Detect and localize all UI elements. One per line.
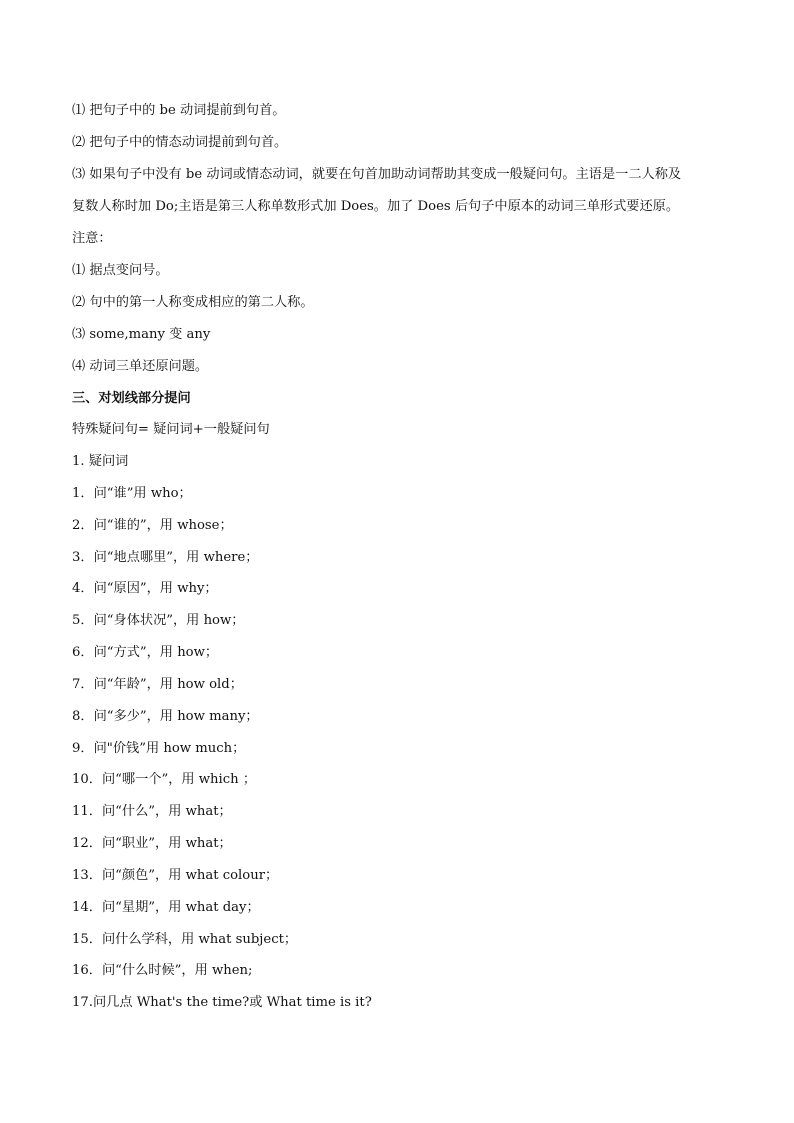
note-item-3: ⑶ some,many 变 any [72, 327, 211, 342]
section-heading: 三、对划线部分提问 [72, 391, 191, 406]
list-item: 15．问什么学科，用 what subject； [72, 932, 298, 947]
formula-line: 特殊疑问句= 疑问词+一般疑问句 [72, 422, 270, 437]
list-item: 17.问几点 What's the time?或 What time is it? [72, 995, 372, 1010]
list-item: 8．问“多少”，用 how many； [72, 709, 259, 724]
list-item: 2．问“谁的”，用 whose； [72, 518, 233, 533]
list-item: 7．问“年龄”，用 how old； [72, 677, 243, 692]
list-item: 10．问“哪一个”，用 which ； [72, 772, 257, 787]
rule-1-be-verb: ⑴ 把句子中的 be 动词提前到句首。 [72, 103, 286, 118]
note-heading: 注意： [72, 231, 112, 246]
list-item: 14．问“星期”，用 what day； [72, 900, 260, 915]
note-item-1: ⑴ 据点变问号。 [72, 263, 169, 278]
note-item-4: ⑷ 动词三单还原问题。 [72, 359, 209, 374]
rule-2-modal-verb: ⑵ 把句子中的情态动词提前到句首。 [72, 135, 288, 150]
list-item: 5．问“身体状况”，用 how； [72, 613, 245, 628]
list-item: 6．问“方式”，用 how； [72, 645, 219, 660]
list-item: 13．问“颜色”，用 what colour； [72, 868, 279, 883]
list-item: 16．问“什么时候”，用 when; [72, 963, 253, 978]
list-item: 1．问“谁”用 who； [72, 486, 192, 501]
list-item: 4．问“原因”，用 why； [72, 581, 218, 596]
rule-3-auxiliary-line-2: 复数人称时加 Do;主语是第三人称单数形式加 Does。加了 Does 后句子中原本的动词三单形式要还原。 [72, 199, 680, 214]
list-item: 11．问“什么”，用 what； [72, 804, 232, 819]
list-item: 3．问“地点哪里”，用 where； [72, 550, 259, 565]
note-item-2: ⑵ 句中的第一人称变成相应的第二人称。 [72, 295, 314, 310]
rule-3-auxiliary-line-1: ⑶ 如果句子中没有 be 动词或情态动词，就要在句首加助动词帮助其变成一般疑问句。主语是一二人称及 [72, 167, 682, 182]
list-item: 9．问"价钱”用 how much； [72, 741, 246, 756]
list-item: 12．问“职业”，用 what； [72, 836, 232, 851]
subheading-question-words: 1. 疑问词 [72, 454, 129, 469]
